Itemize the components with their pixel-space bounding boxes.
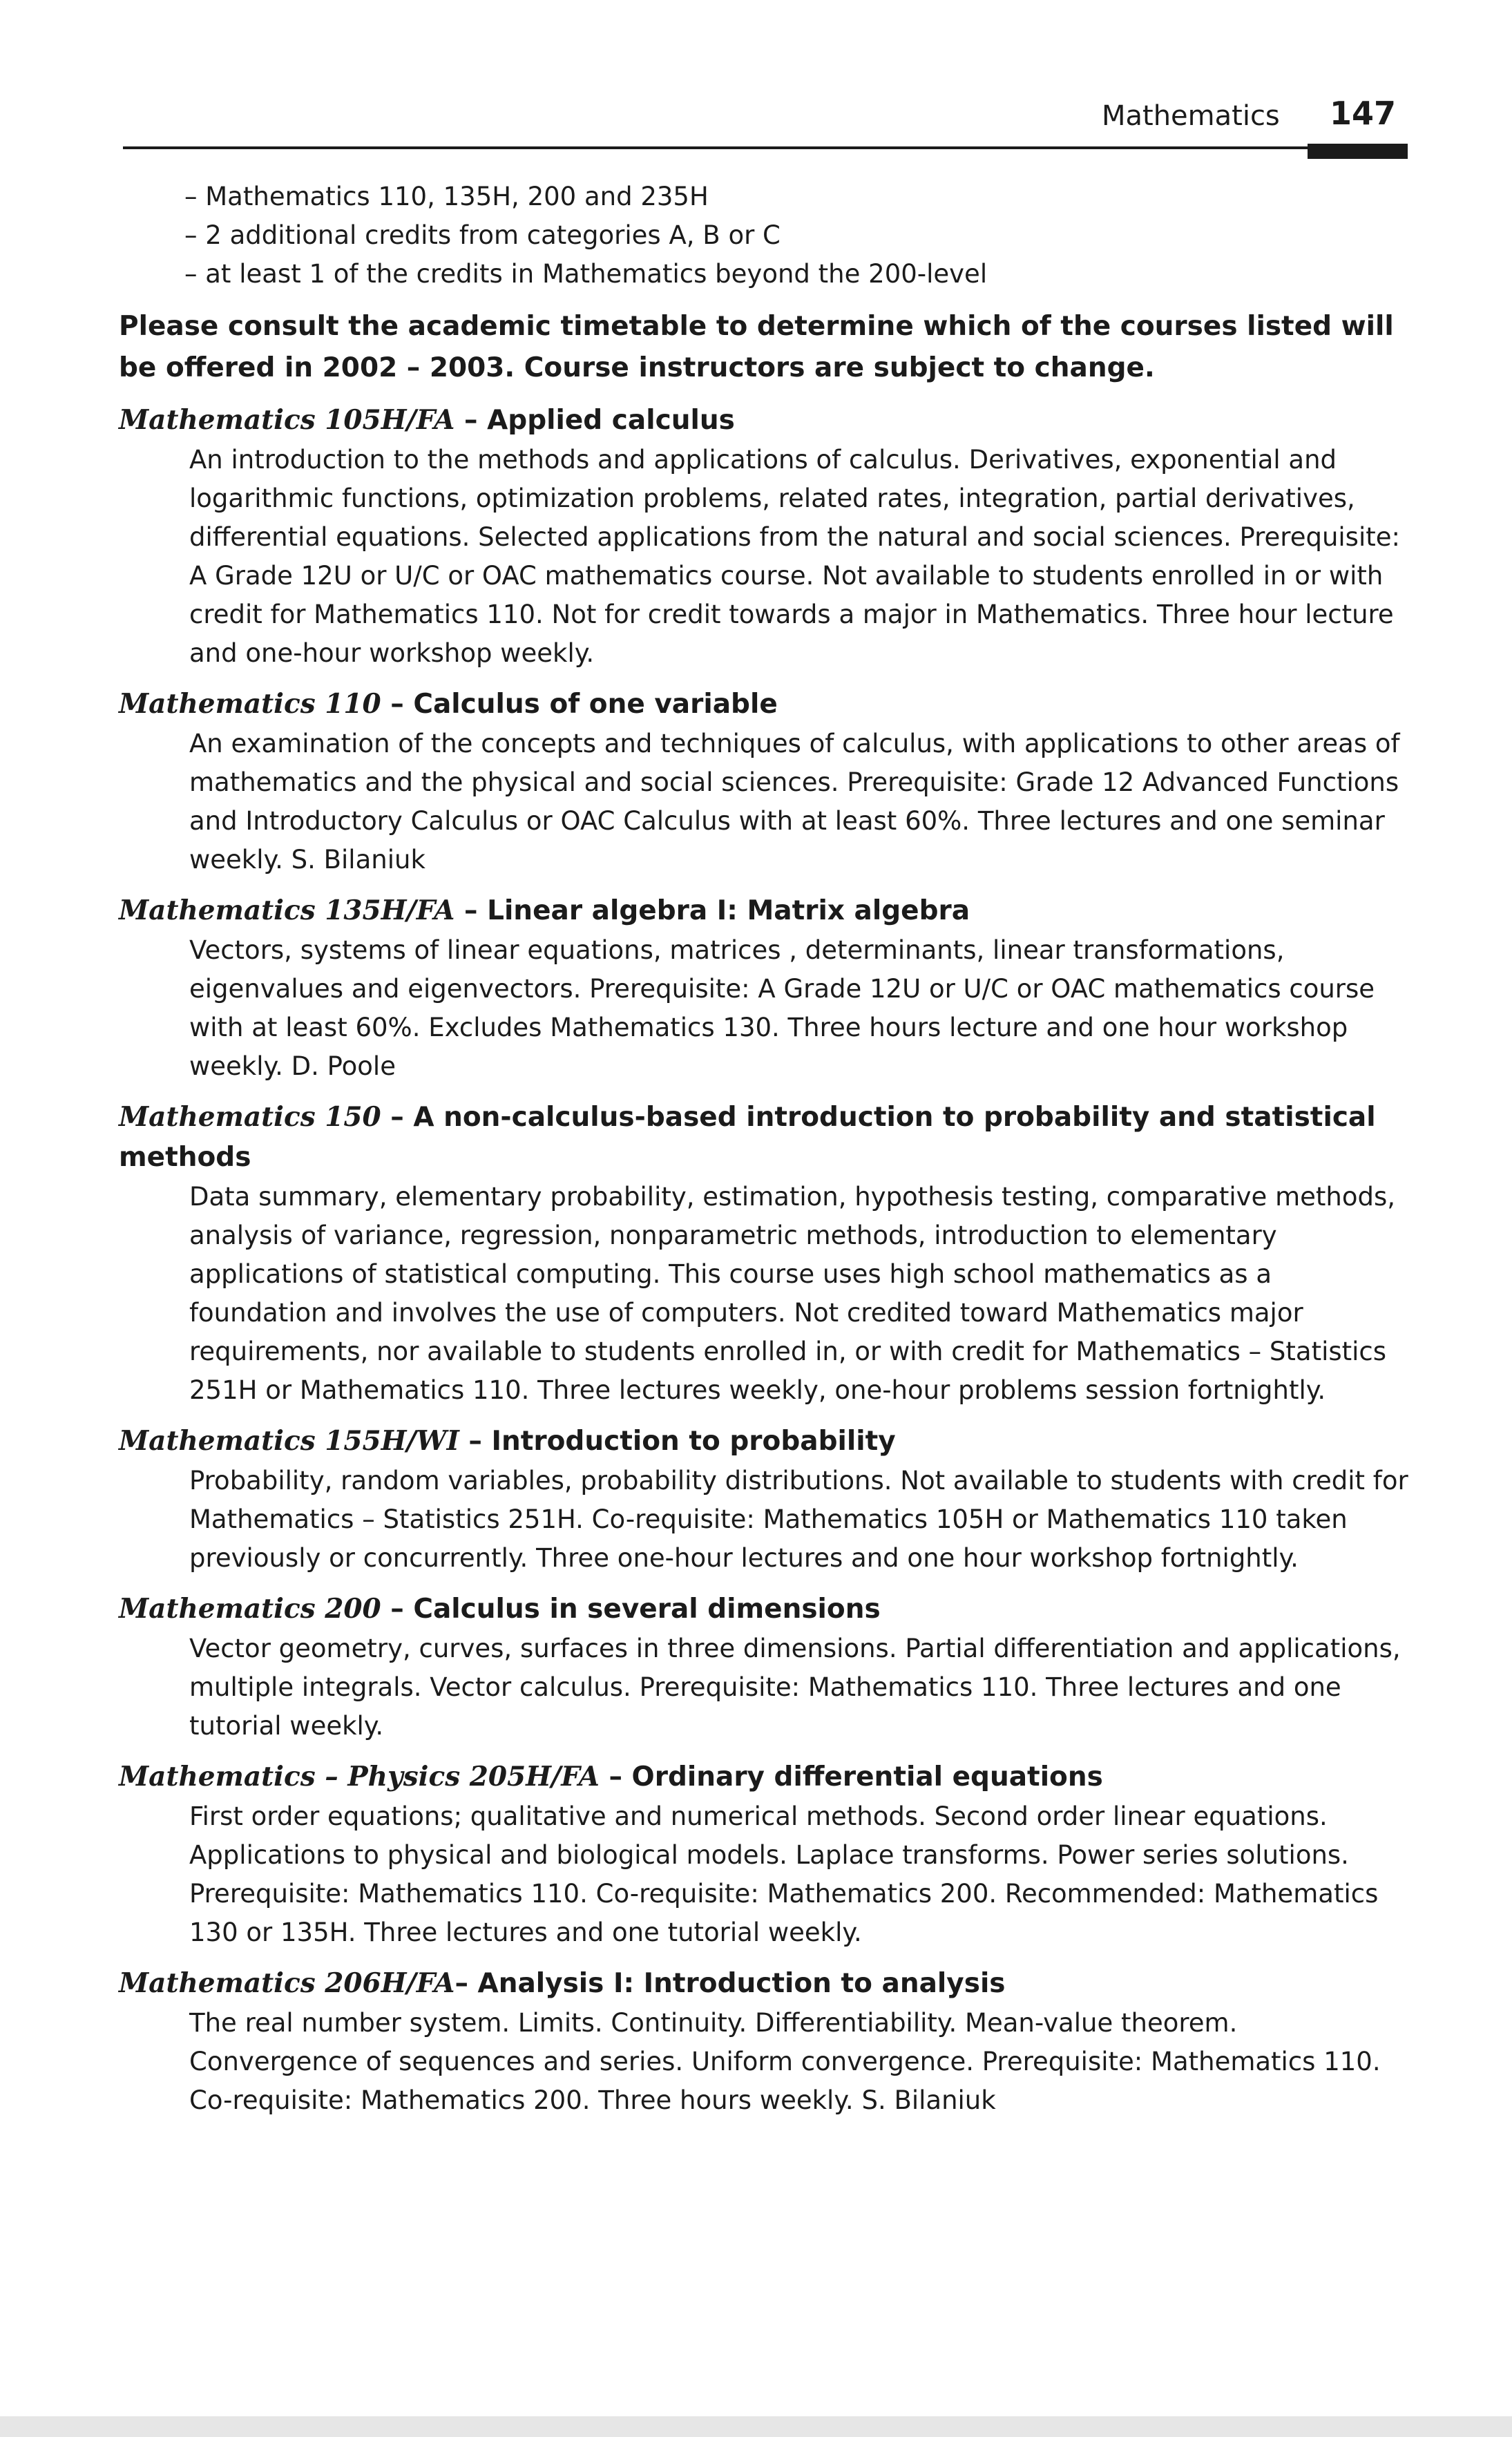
course-code: Mathematics 155H/WI [119, 1425, 459, 1457]
course-title: – Introduction to probability [459, 1426, 896, 1457]
page-content [119, 178, 1412, 2120]
course-description: First order equations; qualitative and numerical methods. Second order linear equations. Applications to physical and biological models. Laplace transforms. Power series solutions. Prerequisite: Mathematics 110. Co-requisite: Mathematics 200. Recommended: Mathematics 130 or 135H. Three lectures and one tutorial weekly. [189, 1802, 1379, 1947]
course-heading [119, 1757, 1412, 1797]
requirement-item: – 2 additional credits from categories A, B or C [184, 220, 781, 250]
course-code: Mathematics 206H/FA [119, 1967, 455, 1999]
course-title: – Linear algebra I: Matrix algebra [454, 895, 970, 926]
course-code: Mathematics – Physics 205H/FA [119, 1761, 600, 1793]
course-entry [119, 1097, 1412, 1410]
course-description: An introduction to the methods and applications of calculus. Derivatives, exponential and logarithmic functions, optimization problems, related rates, integration, partial derivatives, differential equations. Selected applications from the natural and social sciences. Prerequisite: A Grade 12U or U/C or OAC mathematics course. Not available to students enrolled in or with credit for Mathematics 110. Not for credit towards a major in Mathematics. Three hour lecture and one-hour workshop weekly. [189, 445, 1400, 668]
page-number: 147 [1330, 95, 1397, 132]
scan-shadow [0, 2416, 1512, 2437]
course-entry [119, 1963, 1412, 2120]
course-entry [119, 1421, 1412, 1578]
course-heading [119, 1963, 1412, 2004]
course-entry [119, 1757, 1412, 1952]
course-heading [119, 1589, 1412, 1630]
course-description: Vector geometry, curves, surfaces in three dimensions. Partial differentiation and applications, multiple integrals. Vector calculus. Prerequisite: Mathematics 110. Three lectures and one tutorial weekly. [189, 1634, 1401, 1741]
section-title: Mathematics [1102, 100, 1280, 132]
course-code: Mathematics 110 [119, 688, 381, 720]
course-entry [119, 890, 1412, 1086]
header-tab-marker [1308, 144, 1408, 159]
course-entry [119, 400, 1412, 673]
header-rule [123, 146, 1408, 149]
course-title: – Calculus of one variable [381, 689, 778, 720]
course-code: Mathematics 105H/FA [119, 404, 455, 436]
course-entry [119, 1589, 1412, 1746]
page-header [0, 0, 1512, 159]
requirement-item: – Mathematics 110, 135H, 200 and 235H [184, 182, 709, 211]
timetable-notice: Please consult the academic timetable to determine which of the courses listed will be offered in 2002 – 2003. Course instructors are subject to change. [119, 311, 1394, 383]
course-heading [119, 1097, 1412, 1178]
course-title: – Calculus in several dimensions [381, 1594, 881, 1625]
requirements-list [119, 178, 1412, 294]
course-description: The real number system. Limits. Continuity. Differentiability. Mean-value theorem. Convergence of sequences and series. Uniform convergence. Prerequisite: Mathematics 110. Co-requisite: Mathematics 200. Three hours weekly. S. Bilaniuk [189, 2008, 1381, 2115]
course-description: Data summary, elementary probability, estimation, hypothesis testing, comparative methods, analysis of variance, regression, nonparametric methods, introduction to elementary applications of statistical computing. This course uses high school mathematics as a foundation and involves the use of computers. Not credited toward Mathematics major requirements, nor available to students enrolled in, or with credit for Mathematics – Statistics 251H or Mathematics 110. Three lectures weekly, one-hour problems session fortnightly. [189, 1182, 1395, 1405]
course-title: – A non-calculus-based introduction to probability and statistical methods [119, 1102, 1376, 1173]
course-description: Vectors, systems of linear equations, matrices , determinants, linear transformations, eigenvalues and eigenvectors. Prerequisite: A Grade 12U or U/C or OAC mathematics course with at least 60%. Excludes Mathematics 130. Three hours lecture and one hour workshop weekly. D. Poole [189, 935, 1375, 1081]
course-heading [119, 684, 1412, 725]
course-code: Mathematics 150 [119, 1101, 381, 1133]
course-code: Mathematics 135H/FA [119, 895, 455, 926]
course-title: – Ordinary differential equations [599, 1761, 1103, 1793]
course-description: Probability, random variables, probability distributions. Not available to students with credit for Mathematics – Statistics 251H. Co-requisite: Mathematics 105H or Mathematics 110 taken previously or concurrently. Three one-hour lectures and one hour workshop fortnightly. [189, 1466, 1408, 1573]
course-heading [119, 400, 1412, 441]
course-title: – Applied calculus [454, 405, 735, 436]
course-heading [119, 890, 1412, 931]
course-title: – Analysis I: Introduction to analysis [454, 1968, 1006, 1999]
course-entry [119, 684, 1412, 879]
course-code: Mathematics 200 [119, 1593, 381, 1625]
requirement-item: – at least 1 of the credits in Mathematics beyond the 200-level [184, 259, 988, 289]
course-description: An examination of the concepts and techniques of calculus, with applications to other areas of mathematics and the physical and social sciences. Prerequisite: Grade 12 Advanced Functions and Introductory Calculus or OAC Calculus with at least 60%. Three lectures and one seminar weekly. S. Bilaniuk [189, 729, 1400, 875]
course-heading [119, 1421, 1412, 1462]
